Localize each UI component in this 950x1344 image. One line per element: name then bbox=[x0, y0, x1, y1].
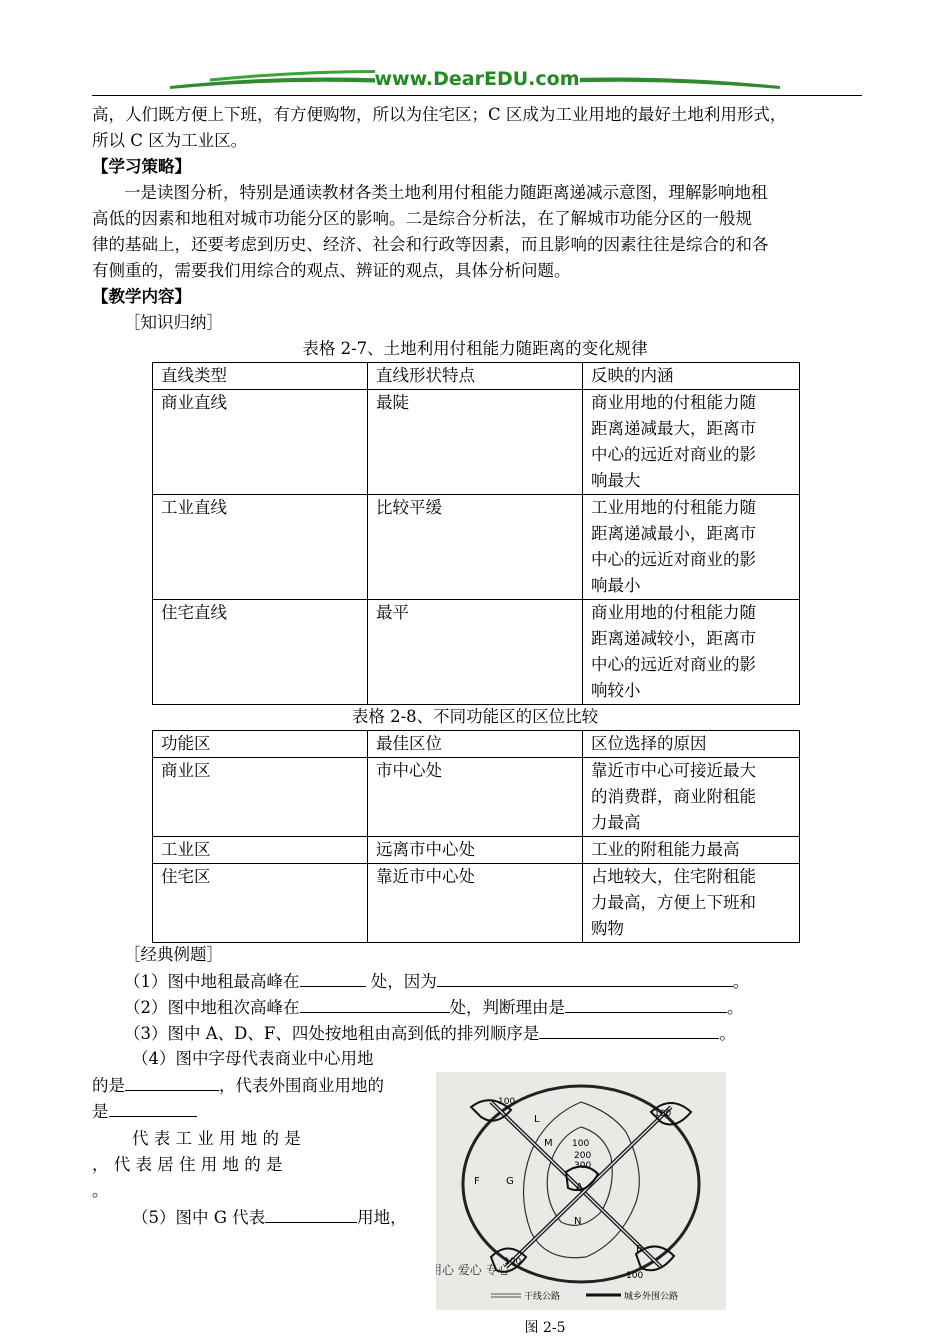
table-cell bbox=[583, 495, 800, 600]
cell-line: 距离递减最大，距离市 bbox=[591, 419, 756, 438]
question-text: （2）图中地租次高峰在 bbox=[124, 998, 300, 1017]
answer-blank[interactable] bbox=[300, 968, 366, 987]
table-cell: 最平 bbox=[368, 600, 583, 705]
strategy-line: 律的基础上，还要考虑到历史、经济、社会和行政等因素，而且影响的因素往往是综合的和各 bbox=[92, 235, 769, 254]
question-5 bbox=[132, 1204, 407, 1231]
paragraph-line: 所以 C 区为工业区。 bbox=[92, 131, 248, 150]
map-letter: B bbox=[636, 1244, 643, 1255]
table-header-cell: 直线类型 bbox=[153, 363, 368, 390]
cell-line: 工业的附租能力最高 bbox=[591, 840, 740, 859]
site-logo-text: www.DearEDU.com bbox=[374, 68, 580, 90]
cell-line: 距离递减最小，距离市 bbox=[591, 524, 756, 543]
contour-label: 200 bbox=[574, 1151, 592, 1161]
table-cell: 工业直线 bbox=[153, 495, 368, 600]
map-letter: N bbox=[574, 1216, 582, 1227]
table-cell: 最陡 bbox=[368, 390, 583, 495]
paragraph-line: 高，人们既方便上下班，有方便购物，所以为住宅区；C 区成为工业用地的最好土地利用形式， bbox=[92, 105, 787, 124]
question-text: 处，因为 bbox=[365, 972, 437, 991]
question-3 bbox=[124, 1020, 736, 1047]
table-header-row bbox=[153, 363, 800, 390]
answer-blank[interactable] bbox=[565, 994, 727, 1013]
table-row bbox=[153, 837, 800, 864]
table-cell bbox=[583, 390, 800, 495]
watermark-text: 用心 爱心 专心 bbox=[436, 1263, 510, 1277]
cell-line: 中心的远近对商业的影 bbox=[591, 550, 756, 569]
cell-line: 响最大 bbox=[591, 471, 641, 490]
question-4-line bbox=[92, 1072, 384, 1099]
table-cell: 住宅直线 bbox=[153, 600, 368, 705]
zone-comparison-table bbox=[152, 730, 800, 943]
question-text: 是 bbox=[92, 1102, 109, 1121]
strategy-heading: 【学习策略】 bbox=[92, 157, 191, 176]
cell-line: 响最小 bbox=[591, 576, 641, 595]
map-letter: G bbox=[506, 1176, 514, 1187]
content-heading: 【教学内容】 bbox=[92, 287, 191, 306]
legend-item-trunk-road: 干线公路 bbox=[524, 1292, 561, 1302]
table-cell: 工业区 bbox=[153, 837, 368, 864]
strategy-line: 一是读图分析，特别是通读教材各类土地利用付租能力随距离递减示意图，理解影响地租 bbox=[124, 183, 768, 202]
cell-line: 力最高 bbox=[591, 813, 641, 832]
knowledge-subheading: ［知识归纳］ bbox=[124, 313, 223, 332]
map-letter: M bbox=[544, 1138, 553, 1149]
rent-contour-map bbox=[436, 1072, 726, 1310]
cell-line: 中心的远近对商业的影 bbox=[591, 445, 756, 464]
answer-blank[interactable] bbox=[437, 968, 733, 987]
question-text: 处，判断理由是 bbox=[449, 998, 565, 1017]
question-4-line: ， 代 表 居 住 用 地 的 是 bbox=[92, 1155, 283, 1174]
table-row bbox=[153, 390, 800, 495]
table-cell: 比较平缓 bbox=[368, 495, 583, 600]
question-text: 的是 bbox=[92, 1076, 125, 1095]
table-row bbox=[153, 600, 800, 705]
question-text: 用地， bbox=[357, 1208, 407, 1227]
question-4-line bbox=[92, 1098, 197, 1125]
question-4-line: 代 表 工 业 用 地 的 是 bbox=[132, 1129, 301, 1148]
legend-item-peripheral-road: 城乡外围公路 bbox=[624, 1292, 679, 1302]
question-4-line: （4）图中字母代表商业中心用地 bbox=[132, 1049, 374, 1068]
table-cell: 市中心处 bbox=[368, 758, 583, 837]
question-text: （3）图中 A、D、F、四处按地租由高到低的排列顺序是 bbox=[124, 1024, 540, 1043]
table-header-cell: 最佳区位 bbox=[368, 731, 583, 758]
answer-blank[interactable] bbox=[300, 994, 450, 1013]
contour-label: 100 bbox=[626, 1271, 644, 1281]
answer-blank[interactable] bbox=[125, 1072, 219, 1091]
table1-caption: 表格 2-7、土地利用付租能力随距离的变化规律 bbox=[302, 339, 648, 358]
map-letter: L bbox=[534, 1114, 540, 1125]
table-cell: 远离市中心处 bbox=[368, 837, 583, 864]
cell-line: 购物 bbox=[591, 919, 624, 938]
cell-line: 力最高，方便上下班和 bbox=[591, 893, 756, 912]
table-cell bbox=[583, 864, 800, 943]
question-4-line: 。 bbox=[92, 1181, 109, 1200]
cell-line: 的消费群，商业附租能 bbox=[591, 787, 756, 806]
contour-label: 100 bbox=[572, 1139, 590, 1149]
cell-line: 中心的远近对商业的影 bbox=[591, 655, 756, 674]
rent-capacity-table bbox=[152, 362, 800, 705]
cell-line: 占地较大，住宅附租能 bbox=[591, 867, 756, 886]
table-cell: 商业区 bbox=[153, 758, 368, 837]
table-row bbox=[153, 758, 800, 837]
strategy-line: 有侧重的，需要我们用综合的观点、辨证的观点，具体分析问题。 bbox=[92, 261, 571, 280]
question-text: 。 bbox=[732, 972, 750, 991]
question-text: 。 bbox=[727, 998, 744, 1017]
map-letter: A bbox=[576, 1182, 583, 1193]
contour-label: 100 bbox=[504, 1257, 522, 1267]
table-cell: 靠近市中心处 bbox=[368, 864, 583, 943]
cell-line: 距离递减较小，距离市 bbox=[591, 629, 756, 648]
question-2 bbox=[124, 994, 744, 1021]
cell-line: 商业用地的付租能力随 bbox=[591, 393, 756, 412]
answer-blank[interactable] bbox=[265, 1204, 357, 1223]
table-cell: 住宅区 bbox=[153, 864, 368, 943]
table-header-cell: 直线形状特点 bbox=[368, 363, 583, 390]
figure-caption: 图 2-5 bbox=[524, 1320, 566, 1336]
table-cell bbox=[583, 837, 800, 864]
cell-line: 响较小 bbox=[591, 681, 641, 700]
rent-contour-map-figure bbox=[436, 1072, 726, 1310]
table-cell bbox=[583, 600, 800, 705]
table-header-cell: 区位选择的原因 bbox=[583, 731, 800, 758]
header-rule bbox=[92, 95, 862, 96]
table-header-cell: 功能区 bbox=[153, 731, 368, 758]
cell-line: 靠近市中心可接近最大 bbox=[591, 761, 756, 780]
table-header-row bbox=[153, 731, 800, 758]
contour-label: 100 bbox=[654, 1109, 672, 1119]
answer-blank[interactable] bbox=[109, 1098, 197, 1117]
contour-label: 300 bbox=[574, 1161, 592, 1171]
site-logo-banner bbox=[170, 62, 780, 96]
map-letter: F bbox=[474, 1176, 480, 1187]
table2-caption: 表格 2-8、不同功能区的区位比较 bbox=[351, 707, 599, 726]
table-header-cell: 反映的内涵 bbox=[583, 363, 800, 390]
examples-heading: ［经典例题］ bbox=[124, 945, 223, 964]
question-text: ，代表外围商业用地的 bbox=[219, 1076, 384, 1095]
answer-blank[interactable] bbox=[539, 1020, 719, 1039]
question-text: 。 bbox=[719, 1024, 736, 1043]
table-cell bbox=[583, 758, 800, 837]
cell-line: 商业用地的付租能力随 bbox=[591, 603, 756, 622]
question-1 bbox=[124, 968, 749, 995]
table-row bbox=[153, 864, 800, 943]
strategy-line: 高低的因素和地租对城市功能分区的影响。二是综合分析法，在了解城市功能分区的一般规 bbox=[92, 209, 752, 228]
table-cell: 商业直线 bbox=[153, 390, 368, 495]
contour-label: 100 bbox=[498, 1097, 516, 1107]
question-text: （5）图中 G 代表 bbox=[132, 1208, 266, 1227]
table-row bbox=[153, 495, 800, 600]
question-text: （1）图中地租最高峰在 bbox=[124, 972, 300, 991]
cell-line: 工业用地的付租能力随 bbox=[591, 498, 756, 517]
